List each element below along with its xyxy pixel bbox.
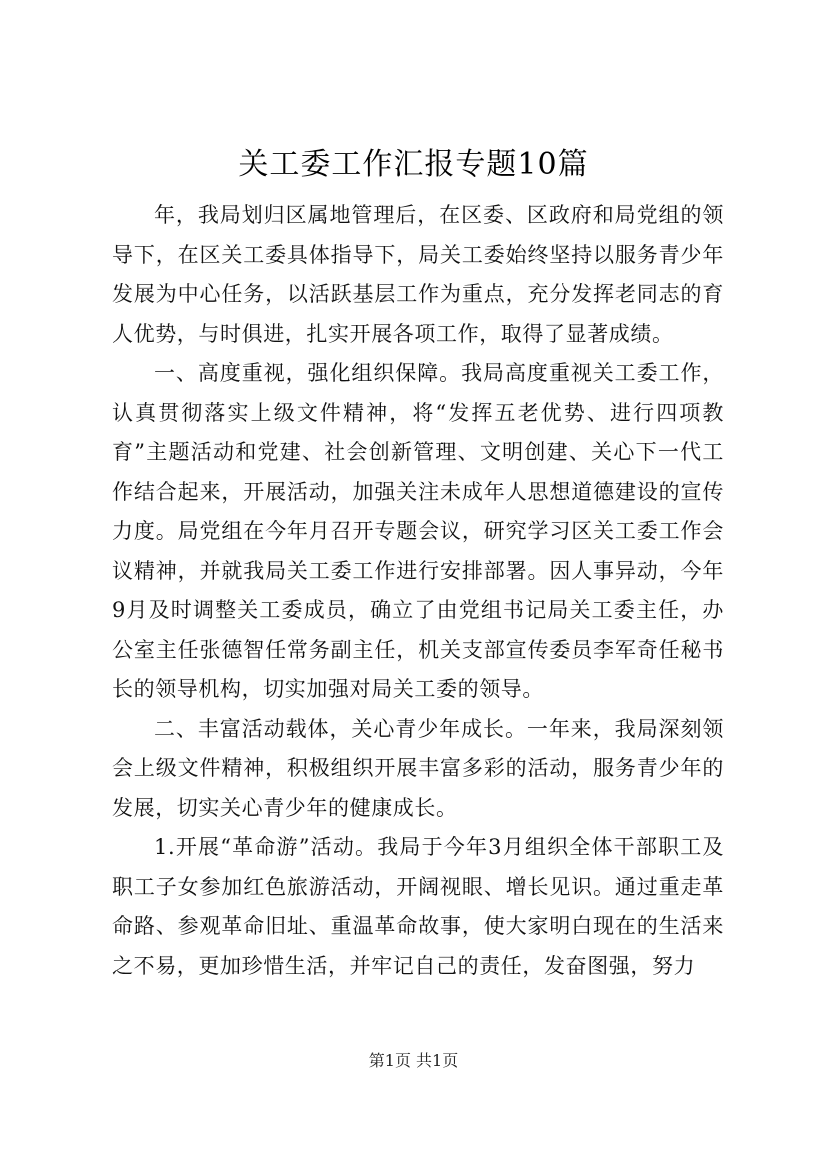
document-title: 关工委工作汇报专题10篇 [238,147,589,182]
paragraph-intro: 年，我局划归区属地管理后，在区委、区政府和局党组的领导下，在区关工委具体指导下，局关工委始终坚持以服务青少年发展为中心任务，以活跃基层工作为重点，充分发挥老同志的育人优势，与时俱进，扎实开展各项工作，取得了显著成绩。 [112,203,724,346]
paragraph-item-1: 1.开展“革命游”活动。我局于今年3月组织全体干部职工及职工子女参加红色旅游活动，开阔视眼、增长见识。通过重走革命路、参观革命旧址、重温革命故事，使大家明白现在的生活来之不易，更加珍惜生活，并牢记自己的责任，发奋图强，努力 [112,835,724,978]
paragraph-section-1: 一、高度重视，强化组织保障。我局高度重视关工委工作，认真贯彻落实上级文件精神，将“发挥五老优势、进行四项教育”主题活动和党建、社会创新管理、文明创建、关心下一代工作结合起来，开展活动，加强关注未成年人思想道德建设的宣传力度。局党组在今年月召开专题会议，研究学习区关工委工作会议精神，并就我局关工委工作进行安排部署。因人事异动，今年9月及时调整关工委成员，确立了由党组书记局关工委主任，办公室主任张德智任常务副主任，机关支部宣传委员李军奇任秘书长的领导机构，切实加强对局关工委的领导。 [112,361,724,701]
page-number-footer: 第1页 共1页 [368,1051,459,1070]
document-body [112,196,724,986]
paragraph-section-2: 二、丰富活动载体，关心青少年成长。一年来，我局深刻领会上级文件精神，积极组织开展丰富多彩的活动，服务青少年的发展，切实关心青少年的健康成长。 [112,716,724,820]
